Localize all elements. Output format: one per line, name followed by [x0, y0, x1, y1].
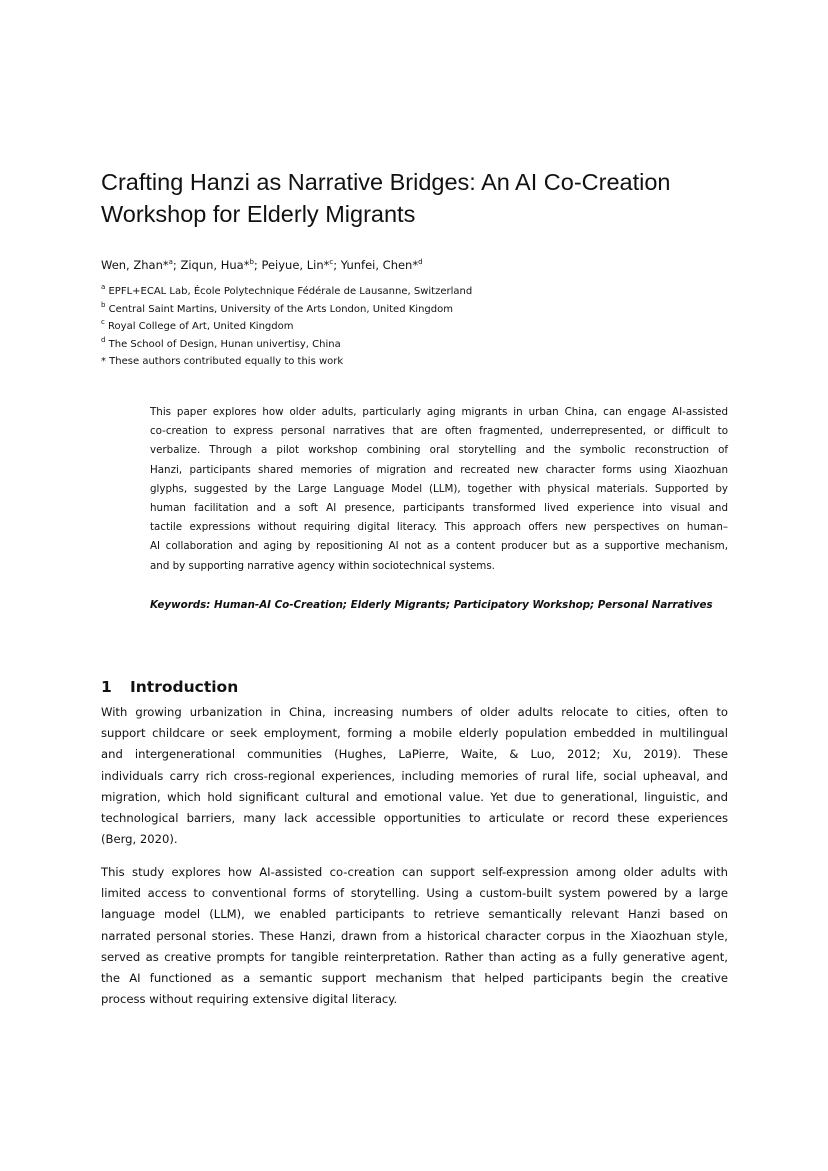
title-line-2: Workshop for Elderly Migrants [101, 201, 416, 227]
author-separator: ; [172, 258, 181, 272]
paragraph-line: the AI functioned as a semantic support mechanism that helped participants begin the creative [101, 971, 728, 986]
paragraph-line: migration, which hold significant cultural and emotional value. Yet due to generational, linguistic, and [101, 789, 728, 804]
paragraph-line: With growing urbanization in China, increasing numbers of older adults relocate to cities, often to [101, 705, 728, 719]
section-number: 1 [101, 678, 112, 696]
abstract-line: human facilitation and a soft AI presence, participants transformed lived experience into visual and [150, 502, 728, 515]
abstract-line: AI collaboration and aging by repositioning AI not as a content producer but as a supportive mechanism, [150, 540, 728, 553]
section-title: Introduction [130, 678, 239, 696]
abstract-line: Hanzi, participants shared memories of migration and recreated new character forms using Xiaozhuan [150, 463, 728, 476]
keywords: Keywords: Human-AI Co-Creation; Elderly Migrants; Participatory Workshop; Personal Narratives [150, 599, 713, 611]
paragraph-line: and intergenerational communities (Hughes, LaPierre, Waite, & Luo, 2012; Xu, 2019). These [101, 747, 728, 762]
author-list [101, 257, 423, 273]
intro-paragraph-1 [101, 702, 728, 850]
title-line-1: Crafting Hanzi as Narrative Bridges: An AI Co-Creation [101, 169, 671, 195]
affiliation: $^b$ Central Saint Martins, University of the Arts London, United Kingdom [101, 300, 453, 315]
affiliation-list [101, 283, 472, 371]
author-name: Wen, Zhan* [101, 258, 169, 272]
abstract-line: verbalize. Through a pilot workshop combining oral storytelling and the symbolic reconstruction of [150, 444, 728, 457]
abstract [150, 403, 728, 576]
intro-paragraph-2 [101, 862, 728, 1010]
affiliation: $^a$ EPFL+ECAL Lab, École Polytechnique Fédérale de Lausanne, Switzerland [101, 283, 473, 297]
author-affiliation-mark: a [168, 258, 173, 266]
paragraph-line: served as creative prompts for tangible reinterpretation. Rather than acting as a fully generative agent, [101, 949, 728, 964]
abstract-line: and by supporting narrative agency within sociotechnical systems. [150, 559, 495, 572]
affiliation: $^c$ Royal College of Art, United Kingdom [101, 318, 294, 332]
abstract-line: tactile expressions without requiring digital literacy. This approach offers new perspectives on human– [150, 521, 728, 534]
paper-title [101, 166, 741, 230]
paragraph-line: This study explores how AI-assisted co-creation can support self-expression among older adults with [101, 865, 728, 879]
author-name: Yunfei, Chen* [340, 258, 419, 272]
abstract-line: This paper explores how older adults, particularly aging migrants in urban China, can engage AI-assisted [150, 406, 728, 418]
abstract-line: glyphs, suggested by the Large Language Model (LLM), together with physical materials. Supported by [150, 482, 728, 495]
paragraph-line: technological barriers, many lack accessible opportunities to articulate or record these experiences [101, 811, 728, 826]
author-name: Ziqun, Hua* [180, 258, 250, 272]
paragraph-line: individuals carry rich cross-regional experiences, including memories of rural life, social upheaval, and [101, 768, 728, 783]
author-separator: ; [333, 258, 341, 272]
abstract-line: co-creation to express personal narratives that are often fragmented, underrepresented, or difficult to [150, 425, 728, 438]
paragraph-line: (Berg, 2020). [101, 832, 178, 847]
affiliation: $^d$ The School of Design, Hunan univertisy, China [101, 335, 341, 350]
paragraph-line: language model (LLM), we enabled participants to retrieve semantically relevant Hanzi based on [101, 907, 728, 922]
author-affiliation-mark: c [329, 258, 334, 266]
equal-contribution-note: * These authors contributed equally to this work [101, 356, 344, 367]
paragraph-line: narrated personal stories. These Hanzi, drawn from a historical character corpus in the Xiaozhuan style, [101, 928, 728, 943]
author-affiliation-mark: b [249, 258, 254, 266]
paragraph-line: limited access to conventional forms of storytelling. Using a custom-built system powered by a large [101, 886, 728, 901]
paragraph-line: support childcare or seek employment, forming a mobile elderly population embedded in multilingual [101, 726, 728, 741]
author-affiliation-mark: d [418, 258, 423, 266]
author-name: Peiyue, Lin* [261, 258, 330, 272]
paragraph-line: process without requiring extensive digital literacy. [101, 992, 398, 1007]
section-heading [101, 676, 238, 698]
author-separator: ; [253, 258, 262, 272]
